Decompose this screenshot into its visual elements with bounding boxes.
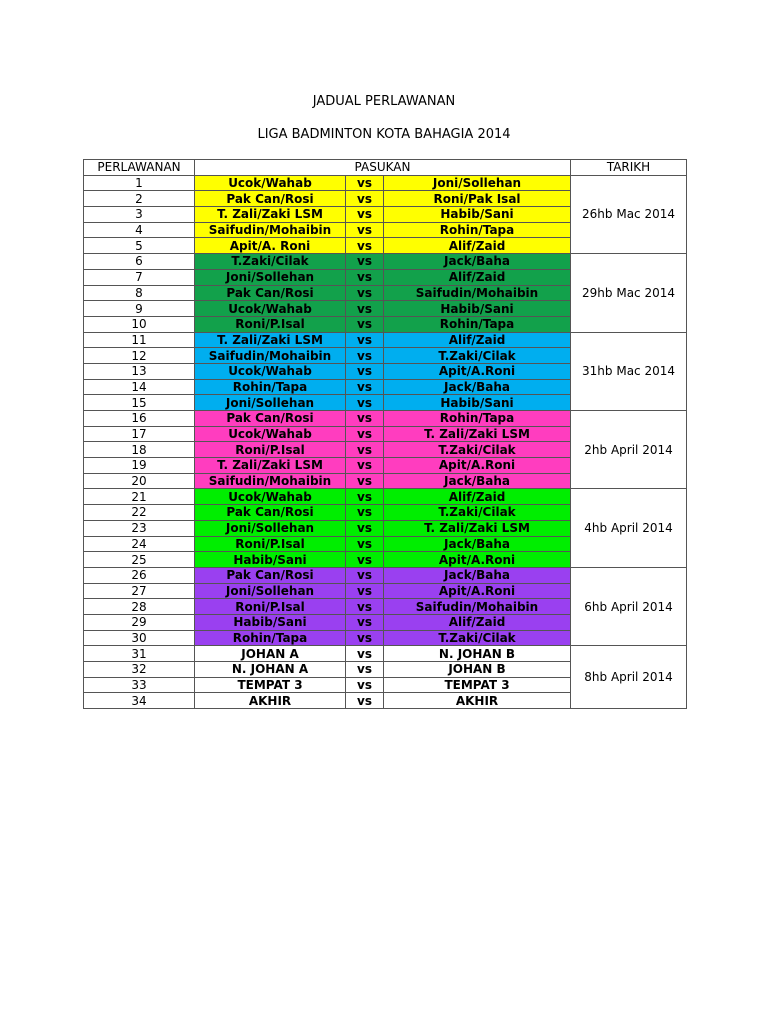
team-b: Jack/Baha: [384, 536, 571, 552]
versus-label: vs: [346, 301, 384, 317]
team-b: Jack/Baha: [384, 473, 571, 489]
versus-label: vs: [346, 348, 384, 364]
team-b: Alif/Zaid: [384, 614, 571, 630]
team-b: Alif/Zaid: [384, 238, 571, 254]
versus-label: vs: [346, 379, 384, 395]
document-title: JADUAL PERLAWANAN: [312, 94, 456, 109]
versus-label: vs: [346, 395, 384, 411]
table-row: [84, 646, 687, 662]
document-subtitle: LIGA BADMINTON KOTA BAHAGIA 2014: [257, 127, 511, 142]
match-number: 23: [84, 520, 195, 536]
team-b: Jack/Baha: [384, 379, 571, 395]
team-b: Alif/Zaid: [384, 269, 571, 285]
versus-label: vs: [346, 175, 384, 191]
team-b: Habib/Sani: [384, 301, 571, 317]
header-date: TARIKH: [571, 160, 687, 176]
team-a: Roni/P.Isal: [195, 536, 346, 552]
match-number: 11: [84, 332, 195, 348]
team-a: Apit/A. Roni: [195, 238, 346, 254]
match-number: 21: [84, 489, 195, 505]
team-a: Pak Can/Rosi: [195, 567, 346, 583]
versus-label: vs: [346, 191, 384, 207]
match-number: 5: [84, 238, 195, 254]
versus-label: vs: [346, 363, 384, 379]
match-date: 29hb Mac 2014: [571, 254, 687, 332]
team-b: Habib/Sani: [384, 207, 571, 223]
match-number: 22: [84, 505, 195, 521]
team-b: T. Zali/Zaki LSM: [384, 426, 571, 442]
match-date: 31hb Mac 2014: [571, 332, 687, 410]
team-b: T.Zaki/Cilak: [384, 442, 571, 458]
team-b: Saifudin/Mohaibin: [384, 285, 571, 301]
team-a: Ucok/Wahab: [195, 175, 346, 191]
team-b: T.Zaki/Cilak: [384, 348, 571, 364]
team-a: Pak Can/Rosi: [195, 411, 346, 427]
match-date: 2hb April 2014: [571, 411, 687, 489]
match-number: 6: [84, 254, 195, 270]
team-b: Apit/A.Roni: [384, 583, 571, 599]
versus-label: vs: [346, 458, 384, 474]
team-b: Rohin/Tapa: [384, 316, 571, 332]
team-b: Apit/A.Roni: [384, 458, 571, 474]
versus-label: vs: [346, 473, 384, 489]
versus-label: vs: [346, 238, 384, 254]
match-number: 29: [84, 614, 195, 630]
team-b: Saifudin/Mohaibin: [384, 599, 571, 615]
match-number: 32: [84, 662, 195, 678]
team-b: Roni/Pak Isal: [384, 191, 571, 207]
table-row: [84, 489, 687, 505]
team-a: T. Zali/Zaki LSM: [195, 332, 346, 348]
team-a: Ucok/Wahab: [195, 363, 346, 379]
team-b: Alif/Zaid: [384, 332, 571, 348]
team-b: Joni/Sollehan: [384, 175, 571, 191]
team-a: Roni/P.Isal: [195, 316, 346, 332]
versus-label: vs: [346, 630, 384, 646]
team-a: Ucok/Wahab: [195, 489, 346, 505]
versus-label: vs: [346, 520, 384, 536]
team-a: Saifudin/Mohaibin: [195, 348, 346, 364]
team-a: Habib/Sani: [195, 614, 346, 630]
team-a: Joni/Sollehan: [195, 520, 346, 536]
match-number: 20: [84, 473, 195, 489]
match-date: 4hb April 2014: [571, 489, 687, 567]
versus-label: vs: [346, 222, 384, 238]
team-a: T.Zaki/Cilak: [195, 254, 346, 270]
team-a: Joni/Sollehan: [195, 395, 346, 411]
versus-label: vs: [346, 552, 384, 568]
versus-label: vs: [346, 332, 384, 348]
match-number: 24: [84, 536, 195, 552]
team-b: Alif/Zaid: [384, 489, 571, 505]
team-a: TEMPAT 3: [195, 677, 346, 693]
team-a: JOHAN A: [195, 646, 346, 662]
table-header-row: [84, 160, 687, 176]
versus-label: vs: [346, 567, 384, 583]
versus-label: vs: [346, 442, 384, 458]
team-a: Joni/Sollehan: [195, 583, 346, 599]
versus-label: vs: [346, 411, 384, 427]
team-b: Apit/A.Roni: [384, 552, 571, 568]
team-b: TEMPAT 3: [384, 677, 571, 693]
match-number: 34: [84, 693, 195, 709]
team-b: Rohin/Tapa: [384, 222, 571, 238]
match-number: 9: [84, 301, 195, 317]
match-number: 4: [84, 222, 195, 238]
match-number: 10: [84, 316, 195, 332]
match-date: 26hb Mac 2014: [571, 175, 687, 253]
team-a: Pak Can/Rosi: [195, 191, 346, 207]
versus-label: vs: [346, 207, 384, 223]
team-b: JOHAN B: [384, 662, 571, 678]
team-a: Habib/Sani: [195, 552, 346, 568]
team-a: Pak Can/Rosi: [195, 285, 346, 301]
match-number: 16: [84, 411, 195, 427]
team-b: Jack/Baha: [384, 567, 571, 583]
match-number: 12: [84, 348, 195, 364]
match-number: 14: [84, 379, 195, 395]
table-row: [84, 332, 687, 348]
team-a: Roni/P.Isal: [195, 599, 346, 615]
table-row: [84, 175, 687, 191]
match-number: 31: [84, 646, 195, 662]
match-number: 1: [84, 175, 195, 191]
match-date: 6hb April 2014: [571, 567, 687, 645]
team-a: Pak Can/Rosi: [195, 505, 346, 521]
team-a: AKHIR: [195, 693, 346, 709]
team-a: N. JOHAN A: [195, 662, 346, 678]
team-b: AKHIR: [384, 693, 571, 709]
match-number: 27: [84, 583, 195, 599]
match-number: 25: [84, 552, 195, 568]
team-a: T. Zali/Zaki LSM: [195, 207, 346, 223]
schedule-body: [84, 175, 687, 708]
versus-label: vs: [346, 646, 384, 662]
team-b: Apit/A.Roni: [384, 363, 571, 379]
match-number: 17: [84, 426, 195, 442]
versus-label: vs: [346, 536, 384, 552]
team-a: Rohin/Tapa: [195, 379, 346, 395]
team-b: T. Zali/Zaki LSM: [384, 520, 571, 536]
match-number: 19: [84, 458, 195, 474]
match-number: 2: [84, 191, 195, 207]
versus-label: vs: [346, 599, 384, 615]
match-number: 13: [84, 363, 195, 379]
team-a: Saifudin/Mohaibin: [195, 473, 346, 489]
versus-label: vs: [346, 677, 384, 693]
match-number: 3: [84, 207, 195, 223]
team-a: Roni/P.Isal: [195, 442, 346, 458]
versus-label: vs: [346, 269, 384, 285]
match-number: 18: [84, 442, 195, 458]
match-number: 33: [84, 677, 195, 693]
table-row: [84, 411, 687, 427]
team-b: T.Zaki/Cilak: [384, 630, 571, 646]
match-number: 15: [84, 395, 195, 411]
versus-label: vs: [346, 254, 384, 270]
team-a: Joni/Sollehan: [195, 269, 346, 285]
team-a: T. Zali/Zaki LSM: [195, 458, 346, 474]
versus-label: vs: [346, 614, 384, 630]
versus-label: vs: [346, 285, 384, 301]
versus-label: vs: [346, 662, 384, 678]
team-b: Habib/Sani: [384, 395, 571, 411]
match-number: 28: [84, 599, 195, 615]
team-a: Ucok/Wahab: [195, 301, 346, 317]
table-row: [84, 254, 687, 270]
match-number: 8: [84, 285, 195, 301]
match-date: 8hb April 2014: [571, 646, 687, 709]
match-number: 7: [84, 269, 195, 285]
match-schedule-table: [83, 159, 687, 709]
header-teams: PASUKAN: [195, 160, 571, 176]
versus-label: vs: [346, 505, 384, 521]
versus-label: vs: [346, 426, 384, 442]
team-a: Ucok/Wahab: [195, 426, 346, 442]
versus-label: vs: [346, 316, 384, 332]
table-row: [84, 567, 687, 583]
team-b: Jack/Baha: [384, 254, 571, 270]
team-b: N. JOHAN B: [384, 646, 571, 662]
versus-label: vs: [346, 583, 384, 599]
header-match: PERLAWANAN: [84, 160, 195, 176]
team-b: Rohin/Tapa: [384, 411, 571, 427]
versus-label: vs: [346, 489, 384, 505]
team-b: T.Zaki/Cilak: [384, 505, 571, 521]
match-number: 30: [84, 630, 195, 646]
team-a: Rohin/Tapa: [195, 630, 346, 646]
versus-label: vs: [346, 693, 384, 709]
match-number: 26: [84, 567, 195, 583]
team-a: Saifudin/Mohaibin: [195, 222, 346, 238]
